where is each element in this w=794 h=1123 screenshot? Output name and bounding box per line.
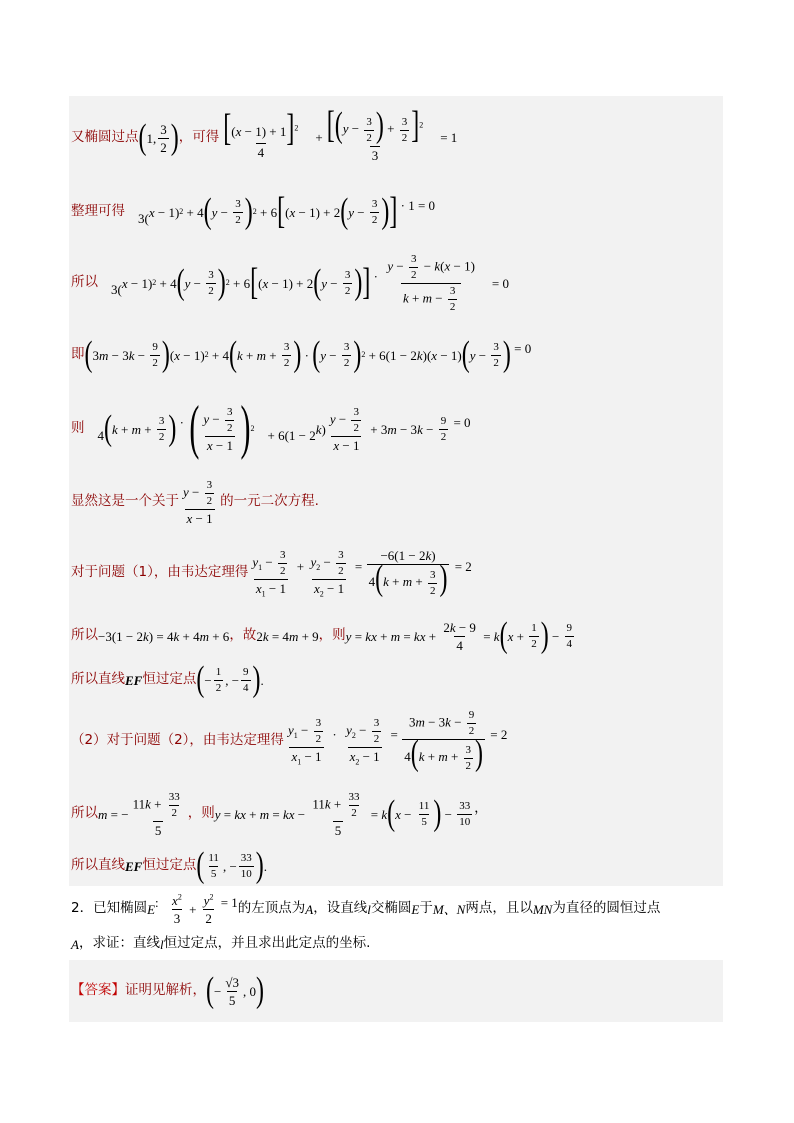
answer-text: 证明见解析，	[125, 982, 206, 999]
line-text: 又椭圆过点	[71, 129, 139, 146]
formula-vieta-sum: $y_1$ − $\frac{3}{2}$ $x_1 - 1$ + $y_2$ − $\frac{3}{2}$ $x_2 - 1$ = −6(1 − 2k) 4(k + m + $\frac{3}{2}$ ) = 2	[252, 548, 472, 600]
formula-fixed-point-2: ( $\frac{11}{5}$ , − $\frac{33}{10}$ )	[196, 846, 264, 886]
formula-quadratic: 4 ( k + m + $\frac{3}{2}$ ) · ( y − $\frac{3}{2}$ x − 1 ) 2 + 6(1 − 2 k ) y − $\frac{3}{2}$ x − 1 + 3 m − 3 k − $\frac{9}{2}$ = 0	[97, 395, 471, 461]
question-number: 2．已知椭圆	[71, 900, 148, 917]
formula-vieta-product: $y_1$ − $\frac{3}{2}$ $x_1 - 1$ · $y_2$ − $\frac{3}{2}$ $x_2 - 1$ = 3m − 3k − $\frac{9}{2}$ 4(k + m + $\frac{3}{2}$ ) = 2	[287, 709, 508, 774]
question-text: 恒过定点，并且求出此定点的坐标.	[163, 935, 371, 952]
formula-variable: y − $\frac{3}{2}$ x − 1	[183, 478, 213, 526]
question-text: 为直径的圆恒过点	[552, 900, 661, 917]
formula-simplified: 3( x − 1) 2 + 4 ( y − $\frac{3}{2}$ ) 2 + 6 [ ( x − 1) + 2 ( y − $\frac{3}{2}$ ) ] · 1 = 0	[138, 191, 436, 233]
answer-label: 【答案】	[71, 982, 125, 999]
solution-line-1	[69, 96, 723, 180]
question-text: 两点，且以	[465, 900, 533, 917]
line-text: ，则	[318, 627, 346, 644]
point-a: A	[305, 901, 314, 917]
solution-line-12	[69, 846, 723, 886]
question-2-line-2	[69, 930, 723, 958]
question-text: ，设直线	[313, 900, 368, 917]
solution-line-5	[69, 388, 723, 470]
line-name: EF	[125, 858, 143, 874]
point-a: A	[71, 936, 79, 952]
formula-eq1: −3(1 − 2 k ) = 4 k + 4 m + 6	[98, 628, 230, 644]
formula-m: m = − 11k + $\frac{33}{2}$ 5	[98, 790, 180, 838]
solution-line-6	[69, 470, 723, 534]
formula-answer: ( − $\frac{√3}{5}$ , 0 )	[206, 971, 264, 1011]
line-text: ，故	[229, 627, 257, 644]
solution-line-7	[69, 534, 723, 612]
line-text: 整理可得	[71, 203, 125, 220]
formula-substituted: 3( x − 1) 2 + 4 ( y − $\frac{3}{2}$ ) 2 + 6 [ ( x − 1) + 2 ( y − $\frac{3}{2}$ ) ] · y − $\frac{3}{2}$ − k(x − 1) k + m − $\frac{3}{2}$ = 0	[111, 252, 509, 313]
line-text: 所以直线	[71, 857, 125, 874]
line-text: （2）对于问题（2），由韦达定理得	[71, 732, 284, 749]
line-text: 的一元二次方程.	[220, 493, 319, 510]
formula-line-eq: y = kx + m = kx + $\frac{2k - 9}{4}$ = k ( x + $\frac{1}{2}$ ) − $\frac{9}{4}$	[345, 616, 573, 656]
line-text: ，则	[187, 805, 215, 822]
period: .	[263, 858, 268, 874]
solution-line-8	[69, 612, 723, 660]
line-l: l	[159, 936, 164, 952]
formula-ellipse-q2: : $\frac{x^2}{3}$ + $\frac{y^2}{2}$ = 1	[155, 892, 238, 926]
formula-fixed-point-1: ( − $\frac{1}{2}$ , − $\frac{9}{4}$ )	[196, 660, 261, 700]
ellipse-name: E	[147, 901, 156, 917]
formula-expanded: ( 3 m − 3 k − $\frac{9}{2}$ ) ( x − 1) 2 + 4 ( k + m + $\frac{3}{2}$ ) · ( y − $\frac{3}{2}$ ) 2 + 6(1 − 2 k )( x − 1) ( y − $\frac{3}{2}$ ) = 0	[84, 335, 532, 375]
line-text: 则	[71, 420, 85, 437]
line-text: 恒过定点	[142, 857, 197, 874]
line-l: l	[367, 901, 371, 917]
line-text: 所以	[71, 274, 98, 291]
line-text: 所以	[71, 627, 98, 644]
formula-ellipse: $\frac{[(x - 1) + 1]^2}{4}$ + [(y − $\frac{3}{2}$ ) + $\frac{3}{2}$ ]$^2$ 3 = 1	[223, 105, 458, 163]
formula-eq2: 2 k = 4 m + 9	[256, 628, 319, 644]
solution-line-11	[69, 782, 723, 846]
solution-line-3	[69, 244, 723, 322]
question-2-line-1	[69, 888, 723, 930]
solution-line-9	[69, 660, 723, 700]
question-text: 的左顶点为	[237, 900, 306, 917]
line-text: 所以直线	[71, 671, 125, 688]
answer-line	[69, 960, 723, 1022]
question-text: 交椭圆	[370, 900, 412, 917]
formula-point: ( 1, $\frac{3}{2}$ )	[138, 118, 179, 158]
line-text: 即	[71, 346, 85, 363]
line-text: 所以	[71, 805, 98, 822]
question-text: 于	[419, 900, 433, 917]
line-text: ，可得	[178, 129, 220, 146]
line-text: 恒过定点	[142, 671, 197, 688]
solution-line-4	[69, 322, 723, 388]
solution-line-2	[69, 180, 723, 244]
solution-line-10	[69, 700, 723, 782]
question-text: ，求证：直线	[78, 935, 160, 952]
ellipse-name: E	[411, 901, 420, 917]
line-name: EF	[125, 672, 143, 688]
segment-mn: MN	[532, 901, 553, 917]
line-text: 显然这是一个关于	[71, 493, 179, 510]
period: .	[260, 672, 264, 688]
points-mn: M、N	[432, 901, 466, 917]
formula-line-eq-2: y = kx + m = kx − 11k + $\frac{33}{2}$ 5 = k ( x − $\frac{11}{5}$ ) − $\frac{33}{10}$ ，	[214, 790, 488, 838]
line-text: 对于问题（1），由韦达定理得	[71, 564, 249, 581]
